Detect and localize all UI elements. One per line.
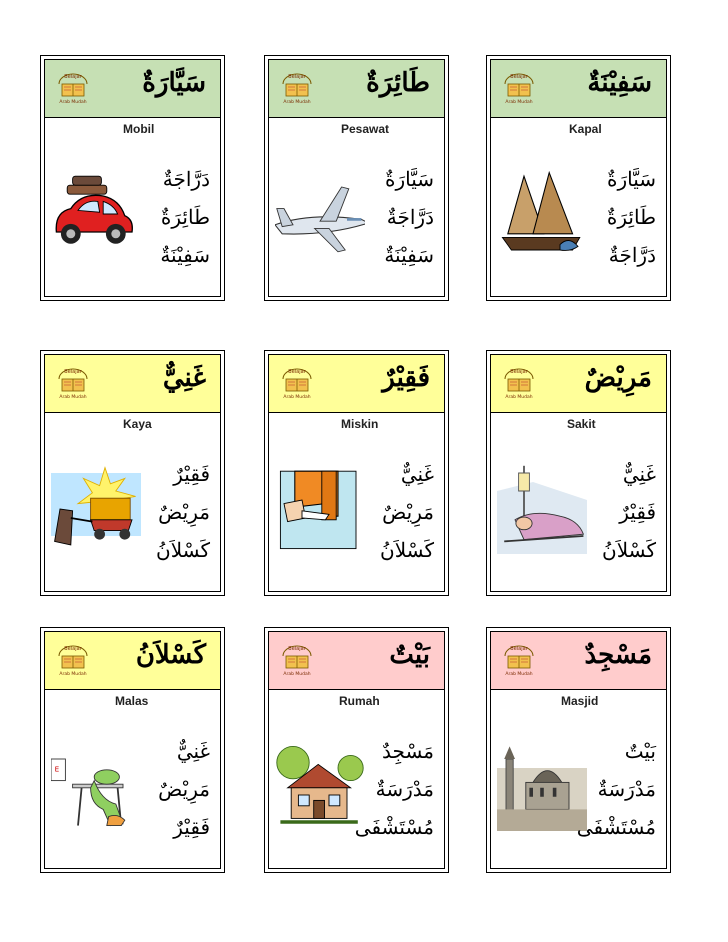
card-header bbox=[491, 60, 666, 118]
logo-text-top: Belajar bbox=[510, 369, 528, 375]
logo-icon bbox=[501, 365, 537, 401]
option-word: مَدْرَسَةٌ bbox=[375, 777, 434, 801]
flashcard bbox=[40, 627, 225, 873]
translation-label: Rumah bbox=[339, 694, 380, 708]
logo-text-top: Belajar bbox=[64, 369, 82, 375]
logo-text-bottom: Arab Mudah bbox=[283, 672, 311, 677]
flashcard bbox=[264, 350, 449, 596]
flashcard bbox=[264, 55, 449, 301]
option-word: دَرَّاجَةٌ bbox=[608, 243, 656, 267]
arabic-word-title: سَيَّارَةٌ bbox=[142, 68, 206, 98]
option-word: مَرِيْضٌ bbox=[158, 777, 210, 801]
card-header bbox=[45, 632, 220, 690]
option-list bbox=[120, 160, 210, 274]
option-word: مَرِيْضٌ bbox=[382, 500, 434, 524]
option-list bbox=[120, 732, 210, 846]
flashcard bbox=[486, 55, 671, 301]
logo-icon bbox=[501, 642, 537, 678]
card-frame bbox=[44, 59, 221, 297]
arabic-word-title: مَسْجِدٌ bbox=[584, 640, 652, 670]
option-list bbox=[566, 455, 656, 569]
option-list bbox=[344, 732, 434, 846]
option-word: فَقِيْرٌ bbox=[173, 462, 210, 486]
card-frame bbox=[268, 59, 445, 297]
translation-label: Kaya bbox=[123, 417, 152, 431]
option-word: كَسْلاَنُ bbox=[156, 538, 210, 562]
option-word: كَسْلاَنُ bbox=[602, 538, 656, 562]
arabic-word-title: مَرِيْضٌ bbox=[584, 363, 652, 393]
logo-text-top: Belajar bbox=[64, 74, 82, 80]
option-word: سَفِيْنَةٌ bbox=[160, 243, 210, 267]
logo-text-top: Belajar bbox=[64, 646, 82, 652]
logo-text-bottom: Arab Mudah bbox=[59, 100, 87, 105]
logo-icon bbox=[279, 70, 315, 106]
card-header bbox=[45, 355, 220, 413]
option-word: مُسْتَشْفَى bbox=[354, 815, 434, 839]
card-frame bbox=[490, 631, 667, 869]
option-word: بَيْتٌ bbox=[624, 739, 656, 763]
logo-text-bottom: Arab Mudah bbox=[505, 100, 533, 105]
card-frame bbox=[44, 354, 221, 592]
flashcard bbox=[264, 627, 449, 873]
option-list bbox=[566, 160, 656, 274]
arabic-word-title: فَقِيْرٌ bbox=[382, 363, 430, 393]
flashcard bbox=[40, 350, 225, 596]
logo-text-bottom: Arab Mudah bbox=[59, 672, 87, 677]
option-word: سَفِيْنَةٌ bbox=[384, 243, 434, 267]
option-word: كَسْلاَنُ bbox=[380, 538, 434, 562]
logo-text-bottom: Arab Mudah bbox=[505, 395, 533, 400]
option-word: سَيَّارَةٌ bbox=[384, 167, 434, 191]
card-header bbox=[491, 355, 666, 413]
logo-icon bbox=[55, 365, 91, 401]
translation-label: Miskin bbox=[341, 417, 379, 431]
flashcard bbox=[486, 350, 671, 596]
card-header bbox=[269, 60, 444, 118]
svg-text:E: E bbox=[54, 764, 60, 774]
option-list bbox=[566, 732, 656, 846]
card-header bbox=[269, 355, 444, 413]
option-word: طَائِرَةٌ bbox=[160, 205, 210, 229]
translation-label: Pesawat bbox=[341, 122, 390, 136]
logo-icon bbox=[501, 70, 537, 106]
logo-text-top: Belajar bbox=[288, 646, 306, 652]
translation-label: Kapal bbox=[569, 122, 602, 136]
option-list bbox=[344, 160, 434, 274]
flashcard bbox=[486, 627, 671, 873]
flashcard bbox=[40, 55, 225, 301]
arabic-word-title: بَيْتٌ bbox=[389, 640, 430, 670]
arabic-word-title: غَنِيٌّ bbox=[162, 363, 206, 393]
card-header bbox=[491, 632, 666, 690]
option-word: مُسْتَشْفَى bbox=[576, 815, 656, 839]
card-frame bbox=[268, 354, 445, 592]
option-word: دَرَّاجَةٌ bbox=[386, 205, 434, 229]
arabic-word-title: طَائِرَةٌ bbox=[366, 68, 430, 98]
logo-icon bbox=[55, 642, 91, 678]
translation-label: Masjid bbox=[561, 694, 599, 708]
logo-text-bottom: Arab Mudah bbox=[283, 395, 311, 400]
option-word: فَقِيْرٌ bbox=[619, 500, 656, 524]
option-word: مَدْرَسَةٌ bbox=[597, 777, 656, 801]
translation-label: Malas bbox=[115, 694, 149, 708]
logo-icon bbox=[279, 365, 315, 401]
card-header bbox=[269, 632, 444, 690]
logo-text-bottom: Arab Mudah bbox=[505, 672, 533, 677]
card-frame bbox=[490, 59, 667, 297]
option-list bbox=[344, 455, 434, 569]
arabic-word-title: كَسْلاَنُ bbox=[135, 640, 206, 670]
option-word: مَرِيْضٌ bbox=[158, 500, 210, 524]
card-frame bbox=[44, 631, 221, 869]
option-word: دَرَّاجَةٌ bbox=[162, 167, 210, 191]
option-word: طَائِرَةٌ bbox=[606, 205, 656, 229]
logo-text-top: Belajar bbox=[288, 369, 306, 375]
arabic-word-title: سَفِيْنَةٌ bbox=[587, 68, 652, 98]
translation-label: Sakit bbox=[567, 417, 596, 431]
translation-label: Mobil bbox=[123, 122, 155, 136]
logo-icon bbox=[55, 70, 91, 106]
option-word: غَنِيٌّ bbox=[622, 462, 656, 486]
logo-text-top: Belajar bbox=[288, 74, 306, 80]
card-header bbox=[45, 60, 220, 118]
logo-text-top: Belajar bbox=[510, 74, 528, 80]
card-frame bbox=[268, 631, 445, 869]
logo-text-bottom: Arab Mudah bbox=[59, 395, 87, 400]
logo-icon bbox=[279, 642, 315, 678]
option-list bbox=[120, 455, 210, 569]
card-frame bbox=[490, 354, 667, 592]
logo-text-bottom: Arab Mudah bbox=[283, 100, 311, 105]
option-word: غَنِيٌّ bbox=[176, 739, 210, 763]
option-word: فَقِيْرٌ bbox=[173, 815, 210, 839]
logo-text-top: Belajar bbox=[510, 646, 528, 652]
option-word: سَيَّارَةٌ bbox=[606, 167, 656, 191]
option-word: مَسْجِدٌ bbox=[382, 739, 434, 763]
option-word: غَنِيٌّ bbox=[400, 462, 434, 486]
